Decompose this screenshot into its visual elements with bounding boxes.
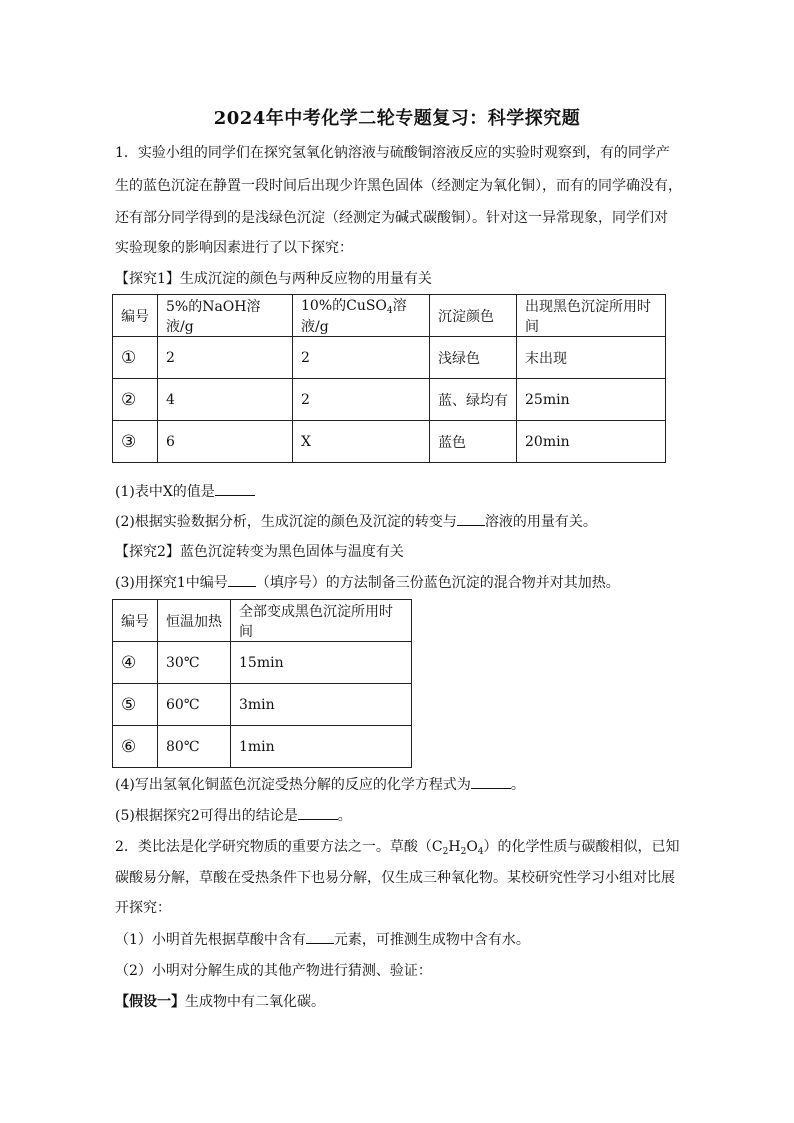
q1-intro-line-3: 还有部分同学得到的是浅绿色沉淀（经测定为碱式碳酸铜）。针对这一异常现象，同学们对 — [115, 210, 668, 226]
table-header-cell: 编号 — [113, 600, 158, 642]
q1-sub4-text-end: 。 — [510, 777, 525, 793]
explore-1-heading: 【探究1】生成沉淀的颜色与两种反应物的用量有关 — [115, 271, 432, 287]
table-cell: 30℃ — [158, 642, 231, 684]
answer-blank[interactable] — [471, 772, 511, 789]
q2-sub1-text: （1）小明首先根据草酸中含有 — [115, 932, 306, 948]
table-cell: 80℃ — [158, 726, 231, 768]
q2-sub1-text-end: 元素，可推测生成物中含有水。 — [333, 932, 530, 948]
q1-sub3-text: (3)用探究1中编号 — [115, 575, 228, 591]
table-header-cell: 恒温加热 — [158, 600, 231, 642]
q1-sub2 — [115, 507, 685, 537]
table-cell: 蓝色 — [430, 421, 517, 463]
q1-sub5-text: (5)根据探究2可得出的结论是 — [115, 808, 298, 824]
formula-subscript: 4 — [477, 847, 484, 857]
answer-blank[interactable] — [298, 803, 338, 820]
q1-sub3-text-end: （填序号）的方法制备三份蓝色沉淀的混合物并对其加热。 — [255, 575, 620, 591]
q1-intro-line-4: 实验现象的影响因素进行了以下探究： — [115, 240, 353, 256]
q1-intro-line-1: 1．实验小组的同学们在探究氢氧化钠溶液与硫酸铜溶液反应的实验时观察到，有的同学产 — [115, 145, 670, 161]
table-header-cell — [293, 295, 430, 337]
table-cell: 浅绿色 — [430, 337, 517, 379]
answer-blank[interactable] — [306, 927, 334, 944]
header-unit: 溶液/g — [301, 298, 407, 335]
q2-sub2: （2）小明对分解生成的其他产物进行猜测、验证： — [115, 963, 432, 979]
table-cell: X — [293, 421, 430, 463]
table-header-cell: 5%的NaOH溶液/g — [158, 295, 293, 337]
table-cell: 末出现 — [517, 337, 666, 379]
table-cell: ④ — [113, 642, 158, 684]
q2-text: O — [466, 839, 478, 855]
table-row — [113, 379, 666, 421]
table-header-row — [113, 295, 666, 337]
table-cell: 20min — [517, 421, 666, 463]
header-subscript: 4 — [386, 306, 393, 316]
table-cell: 15min — [231, 642, 412, 684]
q2-line-3: 开探究： — [115, 900, 171, 916]
q2-text: H — [448, 839, 461, 855]
q1-sub5-text-end: 。 — [337, 808, 352, 824]
q2-sub1 — [115, 925, 685, 955]
table-cell: 2 — [158, 337, 293, 379]
q1-sub5 — [115, 801, 685, 831]
q1-intro-line-2: 生的蓝色沉淀在静置一段时间后出现少许黑色固体（经测定为氧化铜），而有的同学确没有， — [115, 178, 682, 194]
table-cell: 60℃ — [158, 684, 231, 726]
q2-line-1 — [115, 832, 685, 867]
explore-2-heading: 【探究2】蓝色沉淀转变为黑色固体与温度有关 — [115, 544, 404, 560]
table-cell: 4 — [158, 379, 293, 421]
table-cell: 3min — [231, 684, 412, 726]
hypothesis-tag: 【假设一】 — [115, 994, 185, 1010]
table-cell: ① — [113, 337, 158, 379]
table-cell: ③ — [113, 421, 158, 463]
table-header-cell: 全部变成黑色沉淀所用时间 — [231, 600, 412, 642]
table-cell: 2 — [293, 379, 430, 421]
table-row — [113, 337, 666, 379]
table-cell: ② — [113, 379, 158, 421]
table-header-cell: 编号 — [113, 295, 158, 337]
table-cell: ⑥ — [113, 726, 158, 768]
table-cell: 1min — [231, 726, 412, 768]
table-header-cell: 出现黑色沉淀所用时间 — [517, 295, 666, 337]
table-header-row — [113, 600, 412, 642]
formula-subscript: 2 — [442, 847, 449, 857]
table-row — [113, 642, 412, 684]
answer-blank[interactable] — [228, 570, 256, 587]
q2-line-2: 碳酸易分解，草酸在受热条件下也易分解，仅生成三种氧化物。某校研究性学习小组对比展 — [115, 870, 675, 886]
table-row — [113, 684, 412, 726]
q1-sub4 — [115, 770, 685, 800]
header-cuso4: 10%的CuSO — [301, 298, 387, 314]
table-row — [113, 726, 412, 768]
hypothesis-text: 生成物中有二氧化碳。 — [185, 994, 325, 1010]
q1-sub1-text: (1)表中X的值是 — [115, 484, 215, 500]
answer-blank[interactable] — [457, 509, 485, 526]
page-title: 2024年中考化学二轮专题复习：科学探究题 — [213, 108, 581, 129]
formula-subscript: 2 — [460, 847, 467, 857]
q1-sub1 — [115, 477, 685, 507]
table-row — [113, 421, 666, 463]
answer-blank[interactable] — [215, 479, 255, 496]
table-cell: 2 — [293, 337, 430, 379]
q1-sub3 — [115, 568, 685, 598]
q2-text: 2．类比法是化学研究物质的重要方法之一。草酸（C — [115, 839, 443, 855]
q1-sub2-text: (2)根据实验数据分析，生成沉淀的颜色及沉淀的转变与 — [115, 514, 457, 530]
table-explore-2 — [112, 599, 412, 768]
table-cell: 6 — [158, 421, 293, 463]
q1-sub4-text: (4)写出氢氧化铜蓝色沉淀受热分解的反应的化学方程式为 — [115, 777, 471, 793]
table-explore-1 — [112, 294, 666, 463]
table-cell: 25min — [517, 379, 666, 421]
q1-sub2-text-end: 溶液的用量有关。 — [484, 514, 597, 530]
table-cell: 蓝、绿均有 — [430, 379, 517, 421]
q2-text: ）的化学性质与碳酸相似，已知 — [483, 839, 680, 855]
q2-hypothesis-1 — [115, 987, 685, 1017]
table-header-cell: 沉淀颜色 — [430, 295, 517, 337]
table-cell: ⑤ — [113, 684, 158, 726]
